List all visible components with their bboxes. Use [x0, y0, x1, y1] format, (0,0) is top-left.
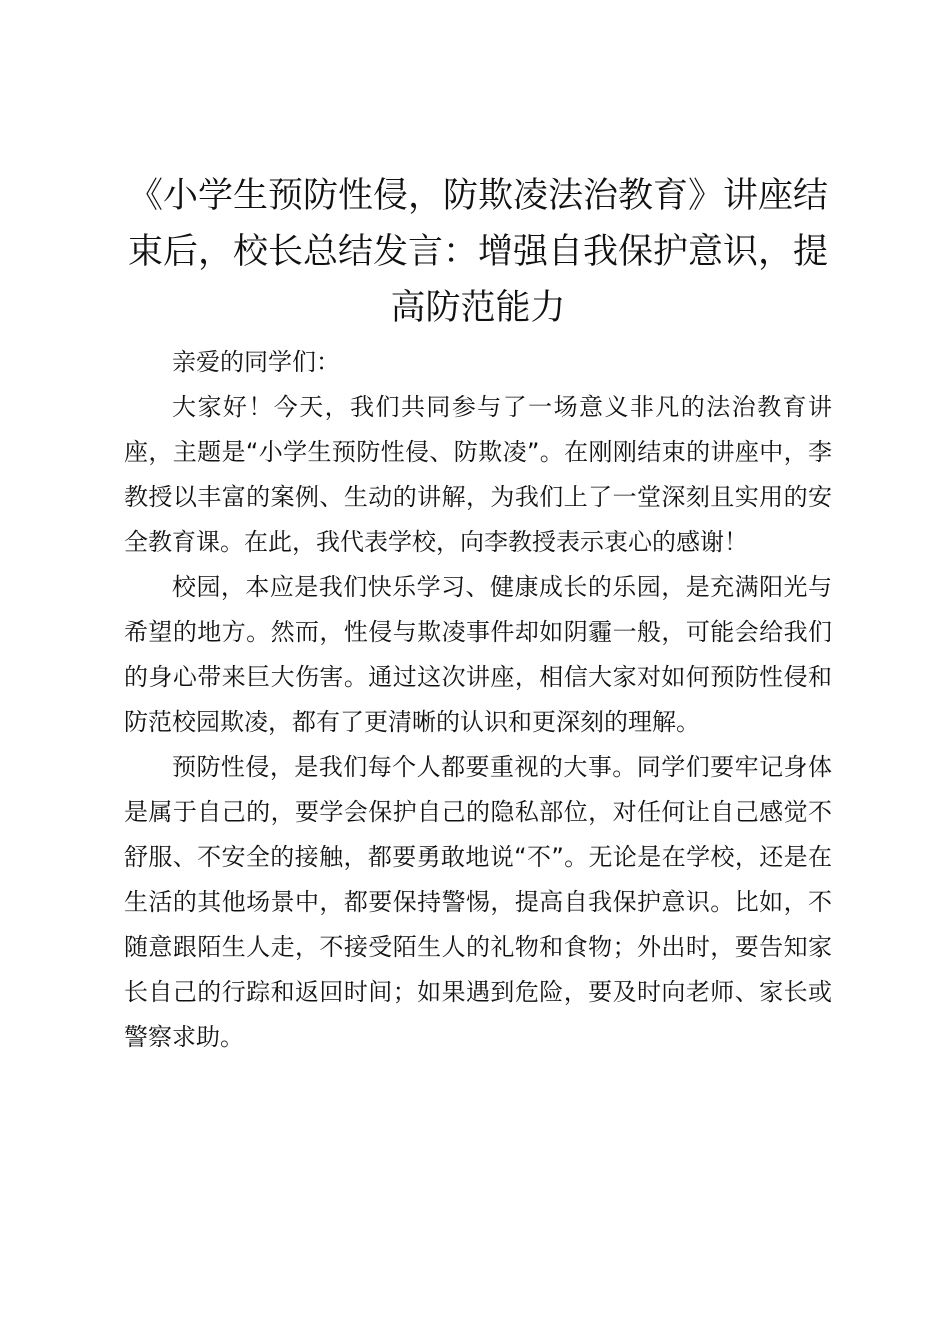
paragraph-1: 大家好！今天，我们共同参与了一场意义非凡的法治教育讲座，主题是“小学生预防性侵、防欺凌”。在刚刚结束的讲座中，李教授以丰富的案例、生动的讲解，为我们上了一堂深刻且实用的安全教育课。在此，我代表学校，向李教授表示衷心的感谢！ [124, 393, 832, 556]
document-body [124, 168, 832, 1060]
paragraph-2: 校园，本应是我们快乐学习、健康成长的乐园，是充满阳光与希望的地方。然而，性侵与欺凌事件却如阴霾一般，可能会给我们的身心带来巨大伤害。通过这次讲座，相信大家对如何预防性侵和防范校园欺凌，都有了更清晰的认识和更深刻的理解。 [124, 573, 832, 736]
paragraph-3: 预防性侵，是我们每个人都要重视的大事。同学们要牢记身体是属于自己的，要学会保护自己的隐私部位，对任何让自己感觉不舒服、不安全的接触，都要勇敢地说“不”。无论是在学校，还是在生活的其他场景中，都要保持警惕，提高自我保护意识。比如，不随意跟陌生人走，不接受陌生人的礼物和食物；外出时，要告知家长自己的行踪和返回时间；如果遇到危险，要及时向老师、家长或警察求助。 [124, 753, 832, 1051]
greeting: 亲爱的同学们： [172, 348, 340, 376]
document-title: 《小学生预防性侵，防欺凌法治教育》讲座结束后，校长总结发言：增强自我保护意识，提高防范能力 [127, 176, 828, 328]
